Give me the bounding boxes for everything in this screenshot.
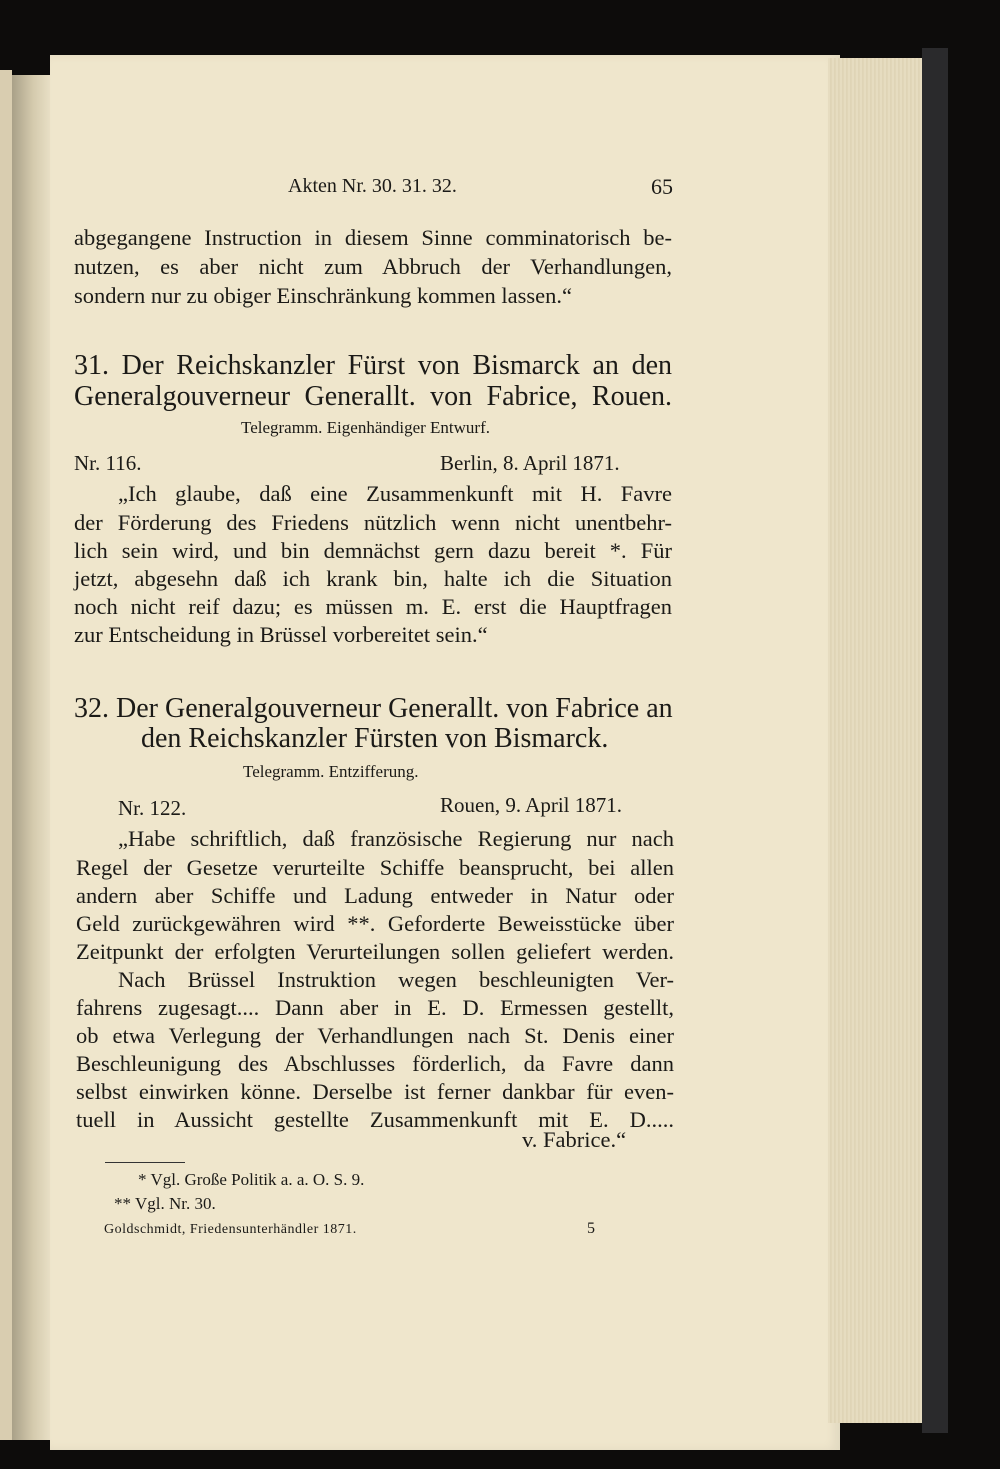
doc31-title-line-1: 31. Der Reichskanzler Fürst von Bismarck an den [74, 350, 672, 381]
doc32-title-line-2: den Reichskanzler Fürsten von Bismarck. [141, 723, 609, 754]
book-gutter [12, 75, 50, 1440]
doc32-place-date: Rouen, 9. April 1871. [440, 793, 622, 817]
doc32-body-line-4: Geld zurückgewähren wird **. Geforderte Beweisstücke über [76, 911, 674, 936]
footer-author: Goldschmidt, Friedensunterhändler 1871. [104, 1222, 357, 1237]
doc31-body-line-5: noch nicht reif dazu; es müssen m. E. erst die Hauptfragen [74, 594, 672, 619]
intro-line-1: abgegangene Instruction in diesem Sinne comminatorisch be- [74, 225, 672, 250]
doc31-place-date: Berlin, 8. April 1871. [440, 451, 620, 475]
footnote-1: * Vgl. Große Politik a. a. O. S. 9. [138, 1170, 365, 1189]
doc32-body-line-9: Beschleunigung des Abschlusses förderlich, da Favre dann [76, 1051, 674, 1076]
doc32-body-line-1: „Habe schriftlich, daß französische Regierung nur nach [118, 826, 674, 851]
doc32-body-line-8: ob etwa Verlegung der Verhandlungen nach St. Denis einer [76, 1023, 674, 1048]
doc32-body-line-7: fahrens zugesagt.... Dann aber in E. D. Ermessen gestellt, [76, 995, 674, 1020]
running-title: Akten Nr. 30. 31. 32. [288, 175, 457, 197]
intro-line-3: sondern nur zu obiger Einschränkung kommen lassen.“ [74, 283, 572, 308]
footnote-rule [105, 1162, 185, 1163]
doc32-body-line-11: tuell in Aussicht gestellte Zusammenkunft mit E. D..... [76, 1107, 674, 1132]
doc31-body-line-2: der Förderung des Friedens nützlich wenn nicht unentbehr- [74, 510, 672, 535]
page-stack-edge [828, 58, 924, 1423]
doc31-body-line-3: lich sein wird, und bin demnächst gern dazu bereit *. Für [74, 538, 672, 563]
doc31-body-line-6: zur Entscheidung in Brüssel vorbereitet sein.“ [74, 622, 488, 647]
book-cover-edge [922, 48, 948, 1433]
footnote-2: ** Vgl. Nr. 30. [114, 1194, 216, 1213]
doc31-body-line-1: „Ich glaube, daß eine Zusammenkunft mit H. Favre [118, 481, 672, 506]
doc32-body-line-2: Regel der Gesetze verurteilte Schiffe beansprucht, bei allen [76, 855, 674, 880]
doc32-body-line-10: selbst einwirken könne. Derselbe ist ferner dankbar für even- [76, 1079, 674, 1104]
doc32-body-line-5: Zeitpunkt der erfolgten Verurteilungen sollen geliefert werden. [76, 939, 674, 964]
doc31-body-line-4: jetzt, abgesehn daß ich krank bin, halte ich die Situation [74, 566, 672, 591]
footer-signature-mark: 5 [587, 1220, 595, 1237]
page-number: 65 [651, 174, 673, 199]
doc31-number: Nr. 116. [74, 451, 142, 475]
intro-line-2: nutzen, es aber nicht zum Abbruch der Verhandlungen, [74, 254, 672, 279]
doc32-number: Nr. 122. [118, 796, 187, 820]
doc32-subtitle: Telegramm. Entzifferung. [243, 762, 419, 781]
doc32-body-line-3: andern aber Schiffe und Ladung entweder in Natur oder [76, 883, 674, 908]
doc32-title-line-1: 32. Der Generalgouverneur Generallt. von Fabrice an [74, 693, 673, 724]
doc31-subtitle: Telegramm. Eigenhändiger Entwurf. [241, 418, 490, 437]
doc32-body-line-6: Nach Brüssel Instruktion wegen beschleunigten Ver- [118, 967, 674, 992]
previous-page-edge [0, 70, 12, 1440]
doc31-title-line-2: Generalgouverneur Generallt. von Fabrice, Rouen. [74, 381, 672, 412]
doc32-signature: v. Fabrice.“ [522, 1127, 627, 1152]
